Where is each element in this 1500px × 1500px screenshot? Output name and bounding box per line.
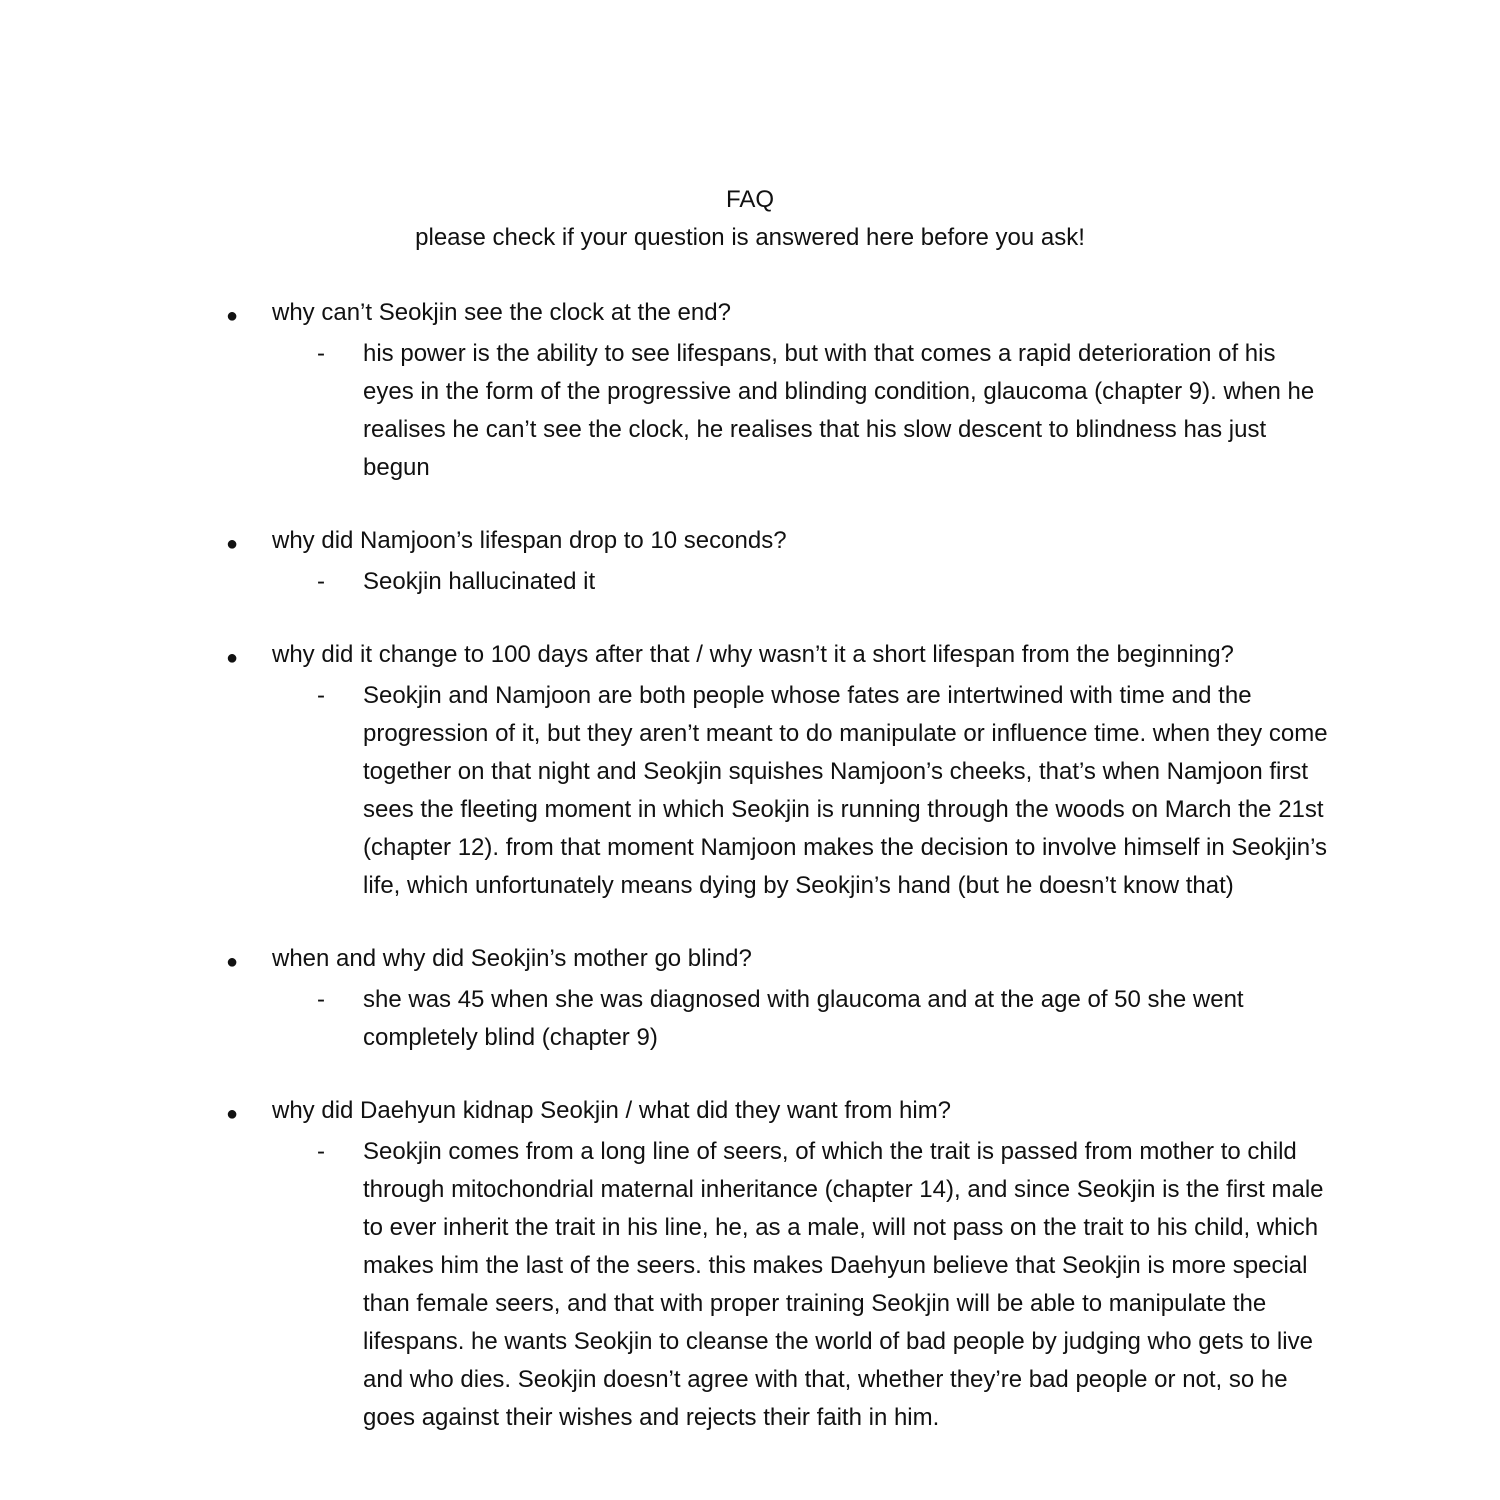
faq-question: why did Daehyun kidnap Seokjin / what did they want from him? — [272, 1097, 952, 1124]
bullet-icon: ● — [226, 647, 239, 669]
faq-question-row — [0, 639, 1500, 677]
faq-answer: she was 45 when she was diagnosed with glaucoma and at the age of 50 she went completely blind (chapter 9) — [363, 986, 1244, 1051]
faq-item — [0, 639, 1500, 905]
faq-list — [0, 297, 1500, 1475]
faq-item — [0, 1095, 1500, 1437]
faq-question-row — [0, 943, 1500, 981]
faq-item — [0, 525, 1500, 601]
faq-question-row — [0, 297, 1500, 335]
faq-question-row — [0, 525, 1500, 563]
faq-item — [0, 943, 1500, 1057]
faq-answer: Seokjin comes from a long line of seers, of which the trait is passed from mother to child through mitochondrial maternal inheritance (chapter 14), and since Seokjin is the first male to ever inherit the trait in his line, he, as a male, will not pass on the trait to his child, which makes him the last of the seers. this makes Daehyun believe that Seokjin is more special than female seers, and that with proper training Seokjin will be able to manipulate the lifespans. he wants Seokjin to cleanse the world of bad people by judging who gets to live and who dies. Seokjin doesn’t agree with that, whether they’re bad people or not, so he goes against their wishes and rejects their faith in him. — [363, 1138, 1324, 1431]
faq-answer: Seokjin and Namjoon are both people whose fates are intertwined with time and the progression of it, but they aren’t meant to do manipulate or influence time. when they come together on that night and Seokjin squishes Namjoon’s cheeks, that’s when Namjoon first sees the fleeting moment in which Seokjin is running through the woods on March the 21st (chapter 12). from that moment Namjoon makes the decision to involve himself in Seokjin’s life, which unfortunately means dying by Seokjin’s hand (but he doesn’t know that) — [363, 682, 1328, 899]
dash-marker: - — [317, 1138, 325, 1165]
faq-question: when and why did Seokjin’s mother go blind? — [272, 945, 752, 972]
faq-answer-row — [0, 563, 1500, 601]
faq-question: why can’t Seokjin see the clock at the end? — [272, 299, 731, 326]
bullet-icon: ● — [226, 951, 239, 973]
faq-item — [0, 297, 1500, 487]
dash-marker: - — [317, 340, 325, 367]
faq-question: why did Namjoon’s lifespan drop to 10 seconds? — [272, 527, 787, 554]
faq-answer: Seokjin hallucinated it — [363, 568, 596, 595]
faq-question: why did it change to 100 days after that / why wasn’t it a short lifespan from the beginning? — [272, 641, 1234, 668]
faq-answer: his power is the ability to see lifespans, but with that comes a rapid deterioration of his eyes in the form of the progressive and blinding condition, glaucoma (chapter 9). when he realises he can’t see the clock, he realises that his slow descent to blindness has just begun — [363, 340, 1315, 481]
faq-answer-row — [0, 981, 1500, 1057]
dash-marker: - — [317, 986, 325, 1013]
bullet-icon: ● — [226, 533, 239, 555]
bullet-icon: ● — [226, 1103, 239, 1125]
dash-marker: - — [317, 568, 325, 595]
dash-marker: - — [317, 682, 325, 709]
faq-answer-row — [0, 677, 1500, 905]
page-title: FAQ — [725, 186, 774, 213]
bullet-icon: ● — [226, 305, 239, 327]
faq-answer-row — [0, 1133, 1500, 1437]
faq-question-row — [0, 1095, 1500, 1133]
faq-answer-row — [0, 335, 1500, 487]
page-subtitle: please check if your question is answered here before you ask! — [415, 224, 1085, 251]
